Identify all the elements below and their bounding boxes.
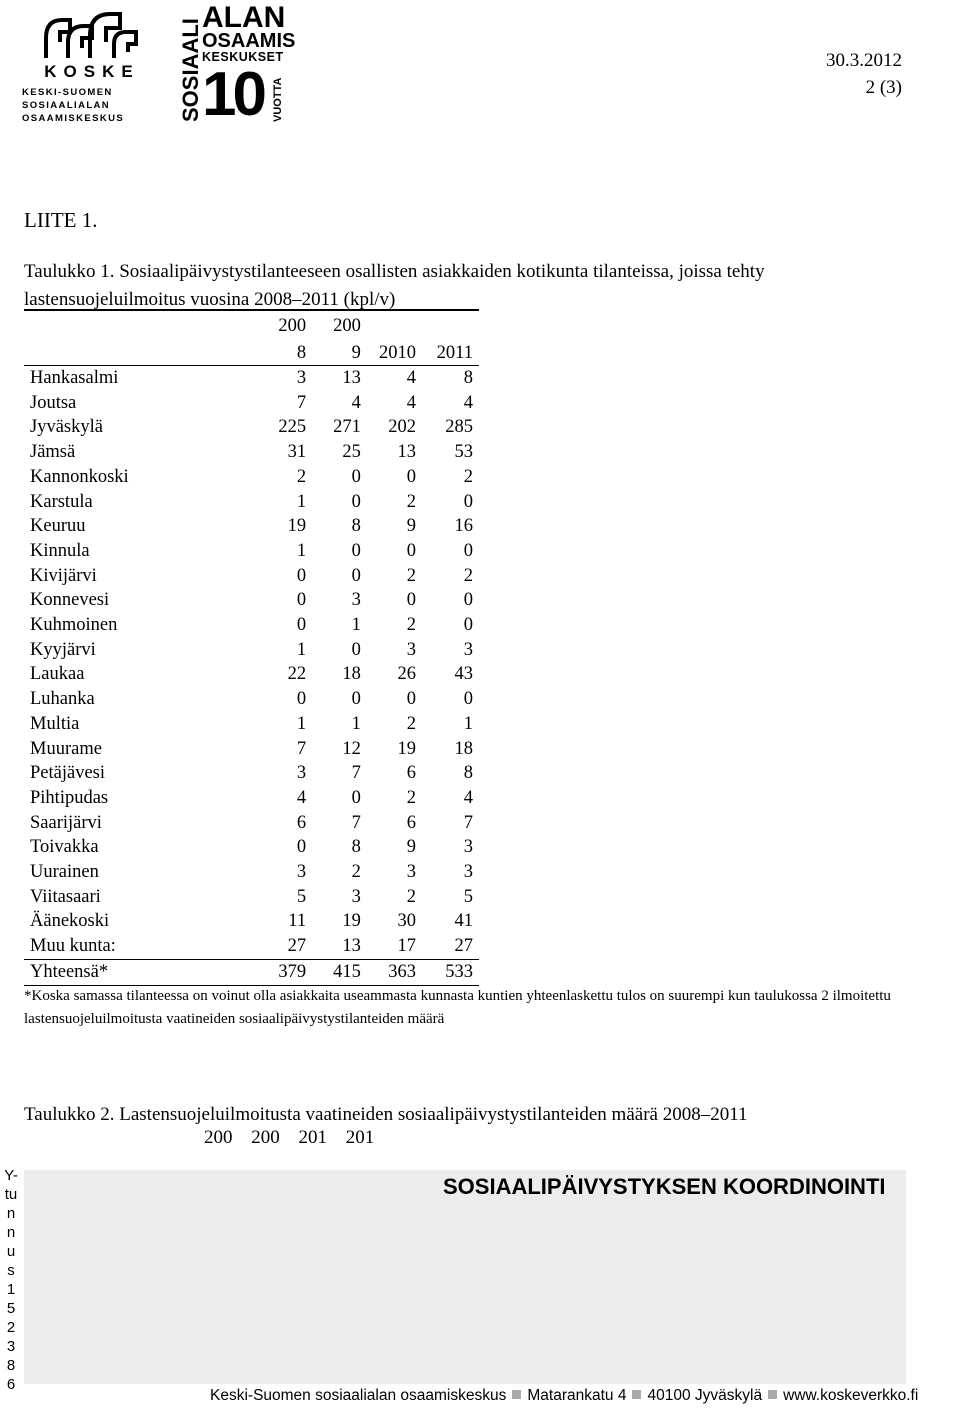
vertical-label-char: 1 — [6, 1281, 16, 1298]
value-cell: 1 — [296, 639, 307, 660]
value-cell: 0 — [463, 540, 473, 561]
municipality-name: Jämsä — [30, 442, 76, 463]
value-cell: 30 — [397, 911, 416, 932]
logo-vertical-text: SOSIAALI — [178, 18, 203, 122]
separator-square-icon — [768, 1390, 777, 1399]
municipality-name: Muurame — [30, 738, 102, 759]
table-header-row-2 — [24, 341, 479, 366]
table-row — [24, 440, 479, 465]
value-cell: 533 — [418, 959, 479, 985]
table-row — [24, 835, 479, 860]
vertical-label-char: 6 — [6, 1376, 16, 1393]
value-cell: 0 — [351, 787, 361, 808]
value-cell: 0 — [406, 590, 416, 611]
koske-name: KOSKE — [44, 62, 140, 81]
table-row — [24, 638, 479, 663]
table-header-row-1 — [24, 310, 479, 341]
vertical-label-char: n — [6, 1224, 16, 1241]
municipality-name: Kyyjärvi — [30, 639, 96, 660]
header-cell — [24, 341, 253, 366]
table-row — [24, 588, 479, 613]
koske-emblem-icon — [42, 8, 142, 62]
value-cell: 17 — [397, 936, 416, 957]
value-cell: 0 — [351, 565, 361, 586]
municipality-name: Kuhmoinen — [30, 615, 118, 636]
value-cell: 2 — [296, 466, 307, 487]
vertical-label-char: 5 — [6, 1300, 16, 1317]
value-cell: 0 — [351, 689, 361, 710]
logo-text-block — [202, 1, 296, 64]
value-cell: 11 — [288, 911, 307, 932]
value-cell: 0 — [406, 689, 416, 710]
separator-square-icon — [632, 1390, 641, 1399]
municipality-name: Jyväskylä — [30, 417, 103, 438]
koske-sub-line-1: KESKI-SUOMEN — [22, 87, 113, 98]
value-cell: 3 — [351, 886, 361, 907]
value-cell: 53 — [454, 442, 473, 463]
vertical-label — [0, 1166, 22, 1394]
logo-vuotta: VUOTTA — [272, 77, 284, 122]
value-cell: 3 — [296, 368, 307, 388]
municipality-name: Toivakka — [30, 837, 99, 858]
value-cell: 8 — [351, 837, 361, 858]
table1-footnote: *Koska samassa tilanteessa on voinut olla asiakkaita useammasta kunnasta kuntien yhteenlaskettu tulos on suurempi kun taulukossa 2 ilmoitettu lastensuojeluilmoitusta vaatineiden sosiaalipäivystystilanteiden määrä — [24, 988, 891, 1027]
value-cell: 2 — [351, 862, 361, 883]
page-footer — [210, 1387, 918, 1405]
footer-city: 40100 Jyväskylä — [647, 1387, 763, 1404]
municipality-name: Multia — [30, 713, 80, 734]
value-cell: 2 — [406, 886, 416, 907]
value-cell: 1 — [296, 491, 307, 512]
value-cell: 0 — [351, 540, 361, 561]
value-cell: 7 — [296, 392, 307, 413]
table-row — [24, 514, 479, 539]
header-cell: 2010 — [363, 341, 418, 366]
logo-line-1: ALAN — [202, 1, 286, 34]
municipality-name: Konnevesi — [30, 590, 110, 611]
value-cell: 285 — [445, 417, 473, 438]
table-row — [24, 366, 479, 391]
municipality-name: Hankasalmi — [30, 368, 119, 388]
value-cell: 13 — [342, 936, 361, 957]
value-cell: 1 — [351, 615, 361, 636]
value-cell: 225 — [278, 417, 307, 438]
value-cell: 0 — [406, 540, 416, 561]
value-cell: 5 — [296, 886, 307, 907]
sosiaalialan-anniversary-logo — [178, 1, 298, 129]
value-cell: 2 — [406, 787, 416, 808]
value-cell: 4 — [463, 787, 473, 808]
header-cell — [363, 310, 418, 341]
value-cell: 379 — [253, 959, 308, 985]
koske-sub-line-2: SOSIAALIALAN — [22, 100, 111, 111]
value-cell: 3 — [296, 862, 307, 883]
municipality-name: Kivijärvi — [30, 565, 97, 586]
value-cell: 0 — [351, 639, 361, 660]
value-cell: 3 — [296, 763, 307, 784]
logo-line-2: OSAAMIS — [202, 30, 296, 52]
table-row — [24, 465, 479, 490]
table-row — [24, 687, 479, 712]
value-cell: 4 — [463, 392, 473, 413]
value-cell: 363 — [363, 959, 418, 985]
value-cell: 2 — [406, 615, 416, 636]
value-cell: 2 — [406, 491, 416, 512]
vertical-label-char: 8 — [6, 1357, 16, 1374]
value-cell: 4 — [406, 392, 416, 413]
value-cell: 2 — [406, 565, 416, 586]
header-cell — [418, 310, 479, 341]
municipality-name: Joutsa — [30, 392, 77, 413]
year-fragment: 200 — [204, 1127, 233, 1148]
municipality-name: Muu kunta: — [30, 936, 116, 957]
table-row — [24, 786, 479, 811]
logo-number: 10 — [202, 60, 263, 129]
value-cell: 7 — [351, 812, 361, 833]
value-cell: 0 — [296, 689, 307, 710]
table2-year-fragments — [204, 1127, 374, 1149]
value-cell: 4 — [406, 368, 416, 388]
vertical-label-char: s — [7, 1262, 15, 1279]
value-cell: 13 — [342, 368, 361, 388]
municipality-name: Kannonkoski — [30, 466, 129, 487]
value-cell: 4 — [296, 787, 307, 808]
vertical-label-char: tu — [4, 1186, 18, 1203]
table2-caption: Taulukko 2. Lastensuojeluilmoitusta vaatineiden sosiaalipäivystystilanteiden määrä 2008–2011 — [24, 1104, 748, 1125]
value-cell: 0 — [351, 466, 361, 487]
table-row — [24, 564, 479, 589]
value-cell: 2 — [406, 713, 416, 734]
value-cell: 13 — [397, 442, 416, 463]
value-cell: 27 — [287, 936, 307, 957]
header-cell: 9 — [308, 341, 363, 366]
value-cell: 7 — [351, 763, 361, 784]
value-cell: 19 — [287, 516, 307, 537]
page-number: 2 (3) — [865, 77, 902, 98]
table-row — [24, 539, 479, 564]
value-cell: 41 — [454, 911, 473, 932]
vertical-label-char: 2 — [6, 1319, 16, 1336]
value-cell: 43 — [454, 664, 473, 685]
table-row — [24, 860, 479, 885]
table-row — [24, 761, 479, 786]
value-cell: 3 — [351, 590, 361, 611]
table-body — [24, 366, 479, 986]
koske-logo — [22, 8, 162, 124]
value-cell: 0 — [463, 590, 473, 611]
table-row — [24, 811, 479, 836]
value-cell: 19 — [342, 911, 361, 932]
value-cell: 22 — [287, 664, 307, 685]
value-cell: 1 — [296, 713, 307, 734]
value-cell: 9 — [406, 837, 416, 858]
value-cell: 1 — [463, 713, 473, 734]
table-row — [24, 662, 479, 687]
value-cell: 271 — [333, 417, 361, 438]
municipality-name: Viitasaari — [30, 886, 101, 907]
document-date: 30.3.2012 — [826, 50, 902, 71]
value-cell: 18 — [342, 664, 361, 685]
value-cell: 1 — [351, 713, 361, 734]
value-cell: 2 — [463, 466, 473, 487]
value-cell: 415 — [308, 959, 363, 985]
value-cell: 0 — [463, 689, 473, 710]
value-cell: 27 — [454, 936, 473, 957]
table1-caption: Taulukko 1. Sosiaalipäivystystilanteeseen osallisten asiakkaiden kotikunta tilanteissa, joissa tehty lastensuojeluilmoitus vuosina 2008–2011 (kpl/v) — [24, 261, 765, 310]
value-cell: 0 — [351, 491, 361, 512]
municipality-name: Karstula — [30, 491, 93, 512]
value-cell: 202 — [388, 417, 416, 438]
municipality-name: Äänekoski — [30, 911, 110, 932]
value-cell: 16 — [454, 516, 473, 537]
value-cell: 5 — [463, 886, 473, 907]
table-row — [24, 737, 479, 762]
appendix-title: LIITE 1. — [24, 208, 98, 232]
municipality-name: Yhteensä* — [24, 959, 253, 985]
value-cell: 2 — [463, 565, 473, 586]
value-cell: 8 — [463, 763, 473, 784]
header-cell: 2011 — [418, 341, 479, 366]
value-cell: 7 — [296, 738, 307, 759]
value-cell: 0 — [296, 590, 307, 611]
vertical-label-char: Y- — [4, 1167, 18, 1184]
value-cell: 8 — [351, 516, 361, 537]
value-cell: 3 — [463, 639, 473, 660]
value-cell: 4 — [351, 392, 361, 413]
table-row — [24, 885, 479, 910]
municipality-name: Saarijärvi — [30, 812, 102, 833]
vertical-label-char: u — [6, 1243, 16, 1260]
municipality-name: Pihtipudas — [30, 787, 109, 808]
separator-square-icon — [512, 1390, 521, 1399]
value-cell: 0 — [296, 565, 307, 586]
footer-org: Keski-Suomen sosiaalialan osaamiskeskus — [210, 1387, 507, 1404]
value-cell: 26 — [397, 664, 416, 685]
value-cell: 3 — [406, 639, 416, 660]
table-total-row — [24, 959, 479, 985]
value-cell: 0 — [463, 615, 473, 636]
table-row — [24, 490, 479, 515]
value-cell: 18 — [454, 738, 473, 759]
value-cell: 19 — [397, 738, 416, 759]
coordination-title: SOSIAALIPÄIVYSTYKSEN KOORDINOINTI — [443, 1174, 886, 1199]
value-cell: 3 — [406, 862, 416, 883]
municipality-table — [24, 309, 479, 986]
value-cell: 3 — [463, 837, 473, 858]
municipality-name: Laukaa — [30, 664, 85, 685]
municipality-name: Petäjävesi — [30, 763, 106, 784]
vertical-label-char: 3 — [6, 1338, 16, 1355]
value-cell: 1 — [296, 540, 307, 561]
table-row — [24, 613, 479, 638]
value-cell: 6 — [406, 812, 416, 833]
footer-web-link[interactable]: www.koskeverkko.fi — [783, 1387, 919, 1404]
koske-sub-line-3: OSAAMISKESKUS — [22, 113, 125, 124]
table2-area — [24, 1170, 906, 1384]
table-row — [24, 391, 479, 416]
header-cell — [24, 310, 253, 341]
logo-line-3: KESKUKSET — [202, 50, 284, 64]
municipality-name: Uurainen — [30, 862, 99, 883]
value-cell: 0 — [296, 615, 307, 636]
value-cell: 6 — [296, 812, 307, 833]
value-cell: 3 — [463, 862, 473, 883]
municipality-name: Kinnula — [30, 540, 90, 561]
value-cell: 8 — [463, 368, 473, 388]
header-cell: 200 — [308, 310, 363, 341]
value-cell: 31 — [287, 442, 307, 463]
municipality-name: Luhanka — [30, 689, 95, 710]
table-row — [24, 909, 479, 934]
value-cell: 9 — [406, 516, 416, 537]
table-row — [24, 712, 479, 737]
header-cell: 8 — [253, 341, 308, 366]
value-cell: 0 — [296, 837, 307, 858]
value-cell: 7 — [463, 812, 473, 833]
table-row — [24, 415, 479, 440]
year-fragment: 201 — [345, 1127, 375, 1148]
year-fragment: 200 — [251, 1127, 280, 1148]
header-cell: 200 — [253, 310, 308, 341]
value-cell: 0 — [406, 466, 416, 487]
vertical-label-char: n — [6, 1205, 16, 1222]
value-cell: 0 — [463, 491, 473, 512]
municipality-name: Keuruu — [30, 516, 86, 537]
footer-street: Matarankatu 4 — [527, 1387, 627, 1404]
table-row — [24, 934, 479, 959]
value-cell: 25 — [342, 442, 361, 463]
year-fragment: 201 — [298, 1127, 327, 1148]
value-cell: 6 — [406, 763, 416, 784]
value-cell: 12 — [342, 738, 361, 759]
